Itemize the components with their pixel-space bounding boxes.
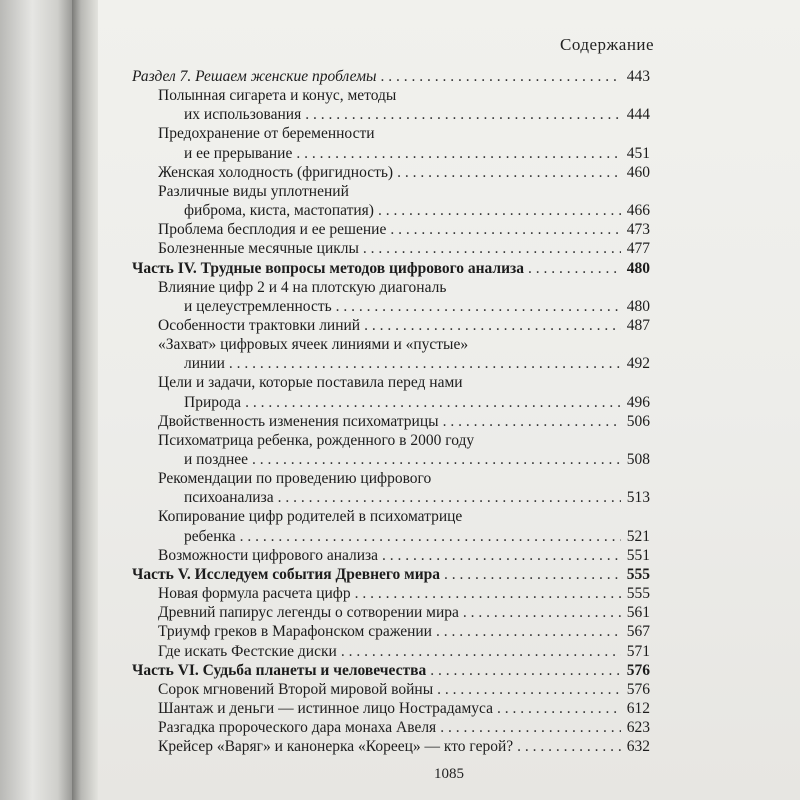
toc-entry: [158, 335, 468, 355]
book-gutter: [72, 0, 98, 800]
dot-leader: [305, 105, 621, 125]
toc-entry-page: 551: [626, 546, 650, 564]
toc-entry-title: Цели и задачи, которые поставила перед нами: [158, 374, 463, 392]
toc-entry: [132, 661, 650, 681]
dot-leader: [363, 239, 621, 259]
dot-leader: [341, 642, 621, 662]
dot-leader: [430, 661, 621, 681]
toc-entry: [158, 584, 650, 604]
dot-leader: [443, 412, 621, 432]
toc-entry-page: 506: [626, 412, 650, 430]
table-of-contents: [98, 0, 800, 800]
toc-entry: [158, 680, 650, 700]
toc-entry: [158, 373, 463, 393]
dot-leader: [390, 220, 620, 240]
toc-entry: [158, 316, 650, 336]
toc-entry-page: 443: [626, 68, 650, 85]
dot-leader: [296, 144, 620, 164]
toc-entry: [158, 431, 474, 451]
toc-entry-page: 576: [626, 661, 650, 679]
dot-leader: [436, 622, 621, 642]
dot-leader: [497, 699, 621, 719]
toc-entry: [158, 220, 650, 240]
toc-entry: [158, 507, 462, 527]
toc-entry: [132, 67, 650, 87]
toc-entry: [184, 201, 650, 221]
dot-leader: [278, 488, 621, 508]
toc-entry-title: Болезненные месячные циклы: [158, 240, 359, 258]
toc-entry-page: 567: [626, 623, 650, 641]
dot-leader: [240, 527, 621, 547]
dot-leader: [382, 546, 621, 566]
toc-entry: [184, 105, 650, 125]
toc-entry-page: 444: [626, 106, 650, 124]
toc-entry-title: Предохранение от беременности: [158, 125, 375, 143]
toc-entry-title: Триумф греков в Марафонском сражении: [158, 623, 432, 641]
page-header-title: Содержание: [560, 35, 655, 54]
toc-entry-page: 480: [626, 259, 650, 277]
toc-entry-title: Полынная сигарета и конус, методы: [158, 87, 397, 105]
dot-leader: [517, 737, 621, 757]
toc-entry-title: ребенка: [184, 527, 236, 545]
dot-leader: [397, 163, 621, 183]
toc-entry-title: Шантаж и деньги — истинное лицо Нострадамуса: [158, 699, 493, 717]
toc-entry-page: 487: [626, 316, 650, 334]
toc-entry-title: Где искать Фестские диски: [158, 642, 337, 660]
dot-leader: [364, 316, 621, 336]
toc-entry-page: 623: [626, 719, 650, 737]
toc-entry: [184, 297, 650, 317]
toc-entry-page: 466: [626, 202, 650, 220]
dot-leader: [381, 67, 621, 87]
toc-entry-page: 576: [626, 680, 650, 698]
toc-entry-page: 480: [626, 297, 650, 315]
toc-entry: [132, 259, 650, 279]
toc-entry: [158, 603, 650, 623]
toc-entry-title: Копирование цифр родителей в психоматрице: [158, 508, 463, 526]
toc-entry-title: Часть V. Исследуем события Древнего мира: [132, 565, 441, 583]
toc-entry-title: и позднее: [184, 451, 248, 468]
toc-entry-title: Рекомендации по проведению цифрового: [158, 470, 432, 488]
toc-entry-page: 571: [626, 642, 650, 660]
toc-entry-page: 521: [626, 527, 650, 545]
dot-leader: [440, 718, 621, 738]
toc-entry-page: 492: [626, 355, 650, 373]
toc-entry-page: 612: [626, 699, 650, 717]
toc-entry-title: Разгадка пророческого дара монаха Авеля: [158, 719, 437, 737]
toc-entry-page: 496: [626, 393, 650, 411]
toc-entry-title: линии: [184, 355, 225, 373]
dot-leader: [252, 450, 621, 470]
toc-entry-title: Часть IV. Трудные вопросы методов цифрового анализа: [132, 259, 525, 277]
toc-entry: [158, 469, 431, 489]
toc-entry-title: и целеустремленность: [184, 297, 332, 315]
toc-entry-page: 460: [626, 163, 650, 181]
toc-entry: [158, 699, 650, 719]
toc-entry-title: Психоматрица ребенка, рожденного в 2000 году: [158, 431, 475, 449]
toc-entry-title: Крейсер «Варяг» и канонерка «Кореец» — кто герой?: [158, 738, 514, 756]
toc-entry-title: Часть VI. Судьба планеты и человечества: [132, 661, 427, 679]
adjacent-page-edge: [0, 0, 72, 800]
toc-entry: [158, 642, 650, 662]
book-page: [98, 0, 800, 800]
toc-entry: [184, 144, 650, 164]
toc-entry-title: «Захват» цифровых ячеек линиями и «пустые»: [158, 336, 469, 354]
toc-entry-title: Сорок мгновений Второй мировой войны: [158, 680, 434, 698]
dot-leader: [245, 393, 621, 413]
dot-leader: [229, 354, 621, 374]
dot-leader: [463, 603, 621, 623]
dot-leader: [355, 584, 621, 604]
toc-entry-title: Раздел 7. Решаем женские проблемы: [132, 68, 377, 85]
toc-entry-title: Проблема бесплодия и ее решение: [158, 221, 387, 239]
toc-entry: [158, 163, 650, 183]
toc-entry-title: фиброма, киста, мастопатия): [184, 202, 374, 220]
toc-entry-title: Особенности трактовки линий: [158, 316, 361, 334]
toc-entry-title: их использования: [184, 106, 302, 124]
toc-entry: [184, 393, 650, 413]
toc-entry: [158, 124, 375, 144]
toc-entry: [184, 527, 650, 547]
toc-entry-title: Возможности цифрового анализа: [158, 546, 379, 564]
toc-entry-title: психоанализа: [184, 489, 274, 507]
toc-entry: [158, 239, 650, 259]
toc-entry-page: 508: [626, 451, 650, 468]
page-number: 1085: [434, 766, 464, 782]
toc-entry: [184, 450, 650, 470]
toc-entry: [158, 622, 650, 642]
toc-entry: [158, 546, 650, 566]
toc-entry-page: 561: [626, 604, 650, 622]
toc-entry-page: 632: [626, 738, 650, 756]
toc-entry-title: Двойственность изменения психоматрицы: [158, 412, 439, 430]
toc-entry-title: Новая формула расчета цифр: [158, 585, 351, 603]
toc-entry-page: 555: [626, 565, 650, 583]
toc-entry: [184, 488, 650, 508]
toc-entry: [158, 86, 396, 106]
toc-entry-title: Природа: [184, 393, 242, 411]
dot-leader: [528, 259, 621, 279]
dot-leader: [437, 680, 621, 700]
toc-entry-page: 451: [626, 144, 650, 162]
toc-entry: [158, 182, 349, 202]
dot-leader: [378, 201, 621, 221]
toc-entry-page: 473: [626, 221, 650, 239]
toc-entry-title: Древний папирус легенды о сотворении мира: [158, 604, 459, 622]
toc-entry: [184, 354, 650, 374]
toc-entry-page: 513: [626, 489, 650, 507]
toc-entry: [158, 718, 650, 738]
toc-entry-title: и ее прерывание: [184, 144, 293, 162]
dot-leader: [444, 565, 621, 585]
toc-entry-title: Различные виды уплотнений: [158, 182, 349, 200]
toc-entry: [158, 412, 650, 432]
toc-entry: [132, 565, 650, 585]
toc-entry: [158, 737, 650, 757]
toc-entry-title: Женская холодность (фригидность): [158, 163, 394, 181]
toc-entry: [158, 278, 446, 298]
toc-entry-page: 477: [626, 240, 650, 258]
dot-leader: [336, 297, 621, 317]
toc-entry-page: 555: [626, 585, 650, 603]
toc-entry-title: Влияние цифр 2 и 4 на плотскую диагональ: [158, 278, 447, 296]
